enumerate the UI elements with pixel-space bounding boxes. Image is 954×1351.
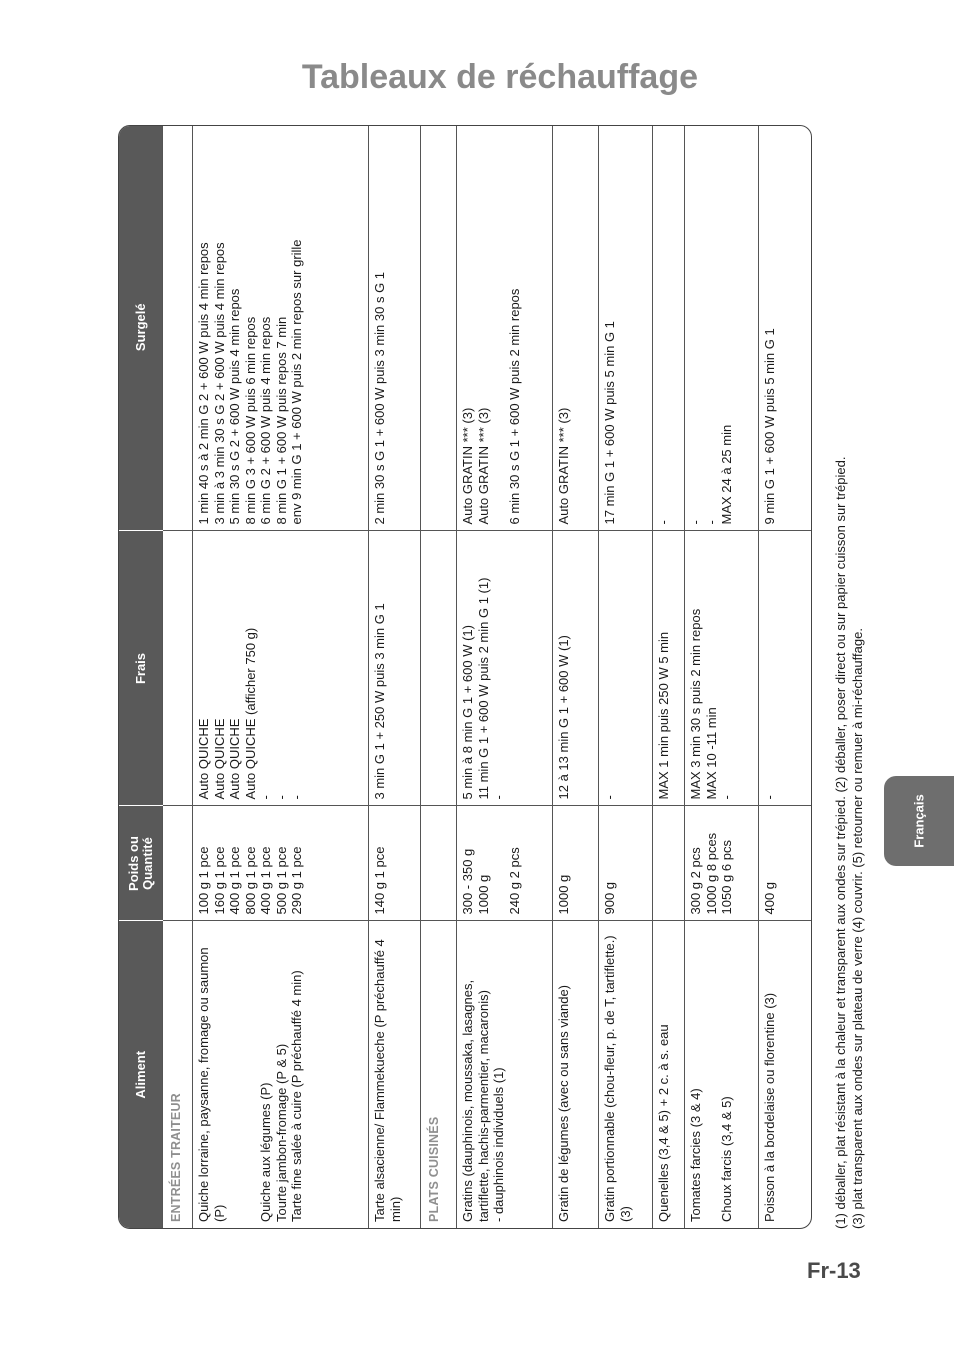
cell-surgele: Auto GRATIN *** (3) Auto GRATIN *** (3) 6 min 30 s G 1 + 600 W puis 2 min repos (457, 125, 553, 531)
language-tab (884, 776, 954, 866)
section-title: ENTRÉES TRAITEUR (163, 921, 193, 1228)
table-row (193, 125, 369, 1228)
section-row (163, 125, 193, 1228)
language-tab-label: Français (911, 794, 927, 848)
cell-aliment: Quiche lorraine, paysanne, fromage ou saumon (P) Quiche aux légumes (P) Tourte jambon-fromage (P & 5) Tarte fine salée à cuire (P préchauffé 4 min) (193, 921, 369, 1228)
section-empty-cell (421, 125, 457, 531)
cell-surgele: 2 min 30 s G 1 + 600 W puis 3 min 30 s G 1 (369, 125, 421, 531)
table-row (759, 125, 811, 1228)
cell-surgele: 9 min G 1 + 600 W puis 5 min G 1 (759, 125, 811, 531)
cell-frais: - (599, 531, 653, 806)
cell-aliment: Tomates farcies (3 & 4) Choux farcis (3,4 & 5) (685, 921, 759, 1228)
table-row (599, 125, 653, 1228)
cell-aliment: Gratin de légumes (avec ou sans viande) (553, 921, 599, 1228)
reheating-table-frame (118, 125, 812, 1229)
reheating-table-block (118, 125, 812, 1229)
cell-poids: 900 g (599, 806, 653, 921)
section-empty-cell (163, 531, 193, 806)
page-number: Fr-13 (807, 1258, 861, 1283)
header-surgele: Surgelé (119, 125, 163, 531)
cell-frais: 3 min G 1 + 250 W puis 3 min G 1 (369, 531, 421, 806)
cell-surgele: 17 min G 1 + 600 W puis 5 min G 1 (599, 125, 653, 531)
cell-frais: - (759, 531, 811, 806)
cell-frais: MAX 3 min 30 s puis 2 min repos MAX 10 -11 min - (685, 531, 759, 806)
footnote-line: (1) déballer, plat résistant à la chaleur et transparent aux ondes sur trépied. (2) déballer, poser direct ou sur papier cuisson sur trépied. (833, 456, 848, 1229)
section-empty-cell (421, 806, 457, 921)
cell-aliment: Poisson à la bordelaise ou florentine (3) (759, 921, 811, 1228)
section-empty-cell (163, 806, 193, 921)
reheating-table (119, 125, 811, 1228)
cell-poids: 140 g 1 pce (369, 806, 421, 921)
section-empty-cell (421, 531, 457, 806)
cell-poids: 400 g (759, 806, 811, 921)
cell-surgele: - (653, 125, 685, 531)
cell-poids: 300 g 2 pcs 1000 g 8 pces 1050 g 6 pcs (685, 806, 759, 921)
section-title: PLATS CUISINÉS (421, 921, 457, 1228)
cell-poids: 1000 g (553, 806, 599, 921)
section-row (421, 125, 457, 1228)
cell-frais: 12 à 13 min G 1 + 600 W (1) (553, 531, 599, 806)
header-frais: Frais (119, 531, 163, 806)
cell-aliment: Tarte alsacienne/ Flammekueche (P préchauffé 4 min) (369, 921, 421, 1228)
cell-aliment: Gratin portionnable (chou-fleur, p. de T, tartiflette.) (3) (599, 921, 653, 1228)
header-poids: Poids ou Quantité (119, 806, 163, 921)
page-title: Tableaux de réchauffage (301, 58, 698, 96)
table-row (553, 125, 599, 1228)
cell-frais: MAX 1 min puis 250 W 5 min (653, 531, 685, 806)
cell-surgele: Auto GRATIN *** (3) (553, 125, 599, 531)
footnote-line: (3) plat transparent aux ondes sur plateau de verre (4) couvrir. (5) retourner ou remuer à mi-réchauffage. (849, 628, 865, 1229)
cell-poids (653, 806, 685, 921)
cell-poids: 100 g 1 pce 160 g 1 pce 400 g 1 pce 800 g 1 pce 400 g 1 pce 500 g 1 pce 290 g 1 pce (193, 806, 369, 921)
table-row (653, 125, 685, 1228)
table-header-row (119, 125, 163, 1228)
cell-aliment: Gratins (dauphinois, moussaka, lasagnes, tartiflette, hachis-parmentier, macaronis) - dauphinois individuels (1) (457, 921, 553, 1228)
section-empty-cell (163, 125, 193, 531)
cell-surgele: 1 min 40 s à 2 min G 2 + 600 W puis 4 min repos 3 min à 3 min 30 s G 2 + 600 W puis 4 min repos 5 min 30 s G 2 + 600 W puis 4 min repos 8 min G 3 + 600 W puis 6 min repos 6 min G 2 + 600 W puis 4 min repos 8 min G 1 + 600 W puis repos 7 min env 9 min G 1 + 600 W puis 2 min repos sur grille (193, 125, 369, 531)
footnotes (833, 125, 866, 1229)
cell-frais: Auto QUICHE Auto QUICHE Auto QUICHE Auto QUICHE (afficher 750 g) - - - (193, 531, 369, 806)
cell-frais: 5 min à 8 min G 1 + 600 W (1) 11 min G 1 + 600 W puis 2 min G 1 (1) - (457, 531, 553, 806)
cell-poids: 300 - 350 g 1000 g 240 g 2 pcs (457, 806, 553, 921)
cell-surgele: - - MAX 24 à 25 min (685, 125, 759, 531)
table-row (457, 125, 553, 1228)
cell-aliment: Quenelles (3,4 & 5) + 2 c. à s. eau (653, 921, 685, 1228)
header-aliment: Aliment (119, 921, 163, 1228)
table-row (685, 125, 759, 1228)
table-row (369, 125, 421, 1228)
